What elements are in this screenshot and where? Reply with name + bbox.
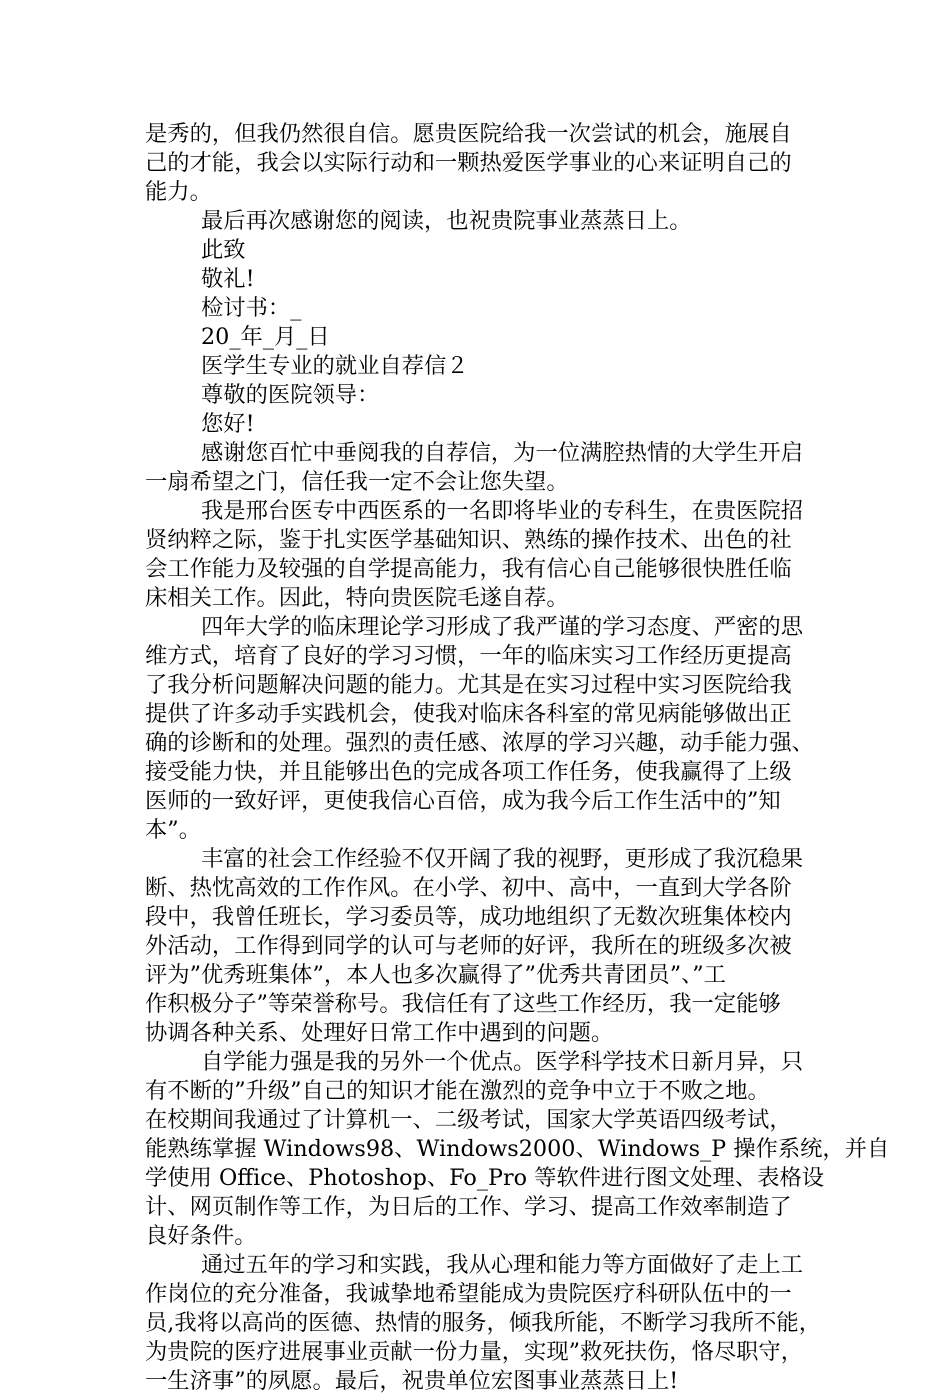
text-line: 一生济事”的夙愿。最后，祝贵单位宏图事业蒸蒸日上!	[145, 1368, 679, 1394]
text-line: 医师的一致好评，更使我信心百倍，成为我今后工作生活中的”知	[145, 788, 781, 814]
text-line: 最后再次感谢您的阅读，也祝贵院事业蒸蒸日上。	[201, 208, 692, 234]
text-line: 维方式，培育了良好的学习习惯，一年的临床实习工作经历更提高	[145, 643, 792, 669]
text-line: 医学生专业的就业自荐信２	[201, 353, 469, 379]
text-line: 作积极分子”等荣誉称号。我信任有了这些工作经历，我一定能够	[145, 991, 781, 1017]
text-line: 评为”优秀班集体”，本人也多次赢得了”优秀共青团员”、”工	[145, 962, 726, 988]
text-line: 自学能力强是我的另外一个优点。医学科学技术日新月异，只	[201, 1049, 804, 1075]
text-line: 四年大学的临床理论学习形成了我严谨的学习态度、严密的思	[201, 614, 804, 640]
text-line: 良好条件。	[145, 1223, 257, 1249]
text-line: 能力。	[145, 179, 212, 205]
text-line: 丰富的社会工作经验不仅开阔了我的视野，更形成了我沉稳果	[201, 846, 804, 872]
text-line: 段中，我曾任班长，学习委员等，成功地组织了无数次班集体校内	[145, 904, 792, 930]
text-line: 为贵院的医疗进展事业贡献一份力量，实现”救死扶伤，恪尽职守，	[145, 1339, 804, 1365]
text-line: 确的诊断和的处理。强烈的责任感、浓厚的学习兴趣，动手能力强、	[145, 730, 814, 756]
text-line: 己的才能，我会以实际行动和一颗热爱医学事业的心来证明自己的	[145, 150, 792, 176]
text-line: 一扇希望之门，信任我一定不会让您失望。	[145, 469, 569, 495]
text-line: 接受能力快，并且能够出色的完成各项工作任务，使我赢得了上级	[145, 759, 792, 785]
text-line: 敬礼!	[201, 266, 255, 292]
text-line: 感谢您百忙中垂阅我的自荐信，为一位满腔热情的大学生开启	[201, 440, 804, 466]
text-line: 尊敬的医院领导：	[201, 382, 380, 408]
text-line: 您好!	[201, 411, 255, 437]
text-line: 本”。	[145, 817, 201, 843]
text-line: 通过五年的学习和实践，我从心理和能力等方面做好了走上工	[201, 1252, 804, 1278]
text-line: 我是邢台医专中西医系的一名即将毕业的专科生，在贵医院招	[201, 498, 804, 524]
text-line: 断、热忱高效的工作作风。在小学、初中、高中，一直到大学各阶	[145, 875, 792, 901]
text-line: 在校期间我通过了计算机一、二级考试，国家大学英语四级考试，	[145, 1107, 792, 1133]
text-line: 会工作能力及较强的自学提高能力，我有信心自己能够很快胜任临	[145, 556, 792, 582]
text-line: 了我分析问题解决问题的能力。尤其是在实习过程中实习医院给我	[145, 672, 792, 698]
text-line: 作岗位的充分准备，我诚挚地希望能成为贵院医疗科研队伍中的一	[145, 1281, 792, 1307]
text-line: 贤纳粹之际，鉴于扎实医学基础知识、熟练的操作技术、出色的社	[145, 527, 792, 553]
text-line: 检讨书：_	[201, 295, 302, 321]
text-line: 20_年_月_日	[201, 324, 330, 350]
text-line: 协调各种关系、处理好日常工作中遇到的问题。	[145, 1020, 614, 1046]
text-line: 床相关工作。因此，特向贵医院毛遂自荐。	[145, 585, 569, 611]
text-line: 员,我将以高尚的医德、热情的服务，倾我所能，不断学习我所不能，	[145, 1310, 821, 1336]
text-line: 外活动，工作得到同学的认可与老师的好评，我所在的班级多次被	[145, 933, 792, 959]
text-line: 有不断的”升级”自己的知识才能在激烈的竞争中立于不败之地。	[145, 1078, 770, 1104]
text-line: 是秀的，但我仍然很自信。愿贵医院给我一次尝试的机会，施展自	[145, 121, 792, 147]
text-line: 提供了许多动手实践机会，使我对临床各科室的常见病能够做出正	[145, 701, 792, 727]
text-line: 学使用 Office、Photoshop、Fo_Pro 等软件进行图文处理、表格设	[145, 1165, 825, 1191]
text-line: 计、网页制作等工作，为日后的工作、学习、提高工作效率制造了	[145, 1194, 792, 1220]
text-line: 能熟练掌握 Windows98、Windows2000、Windows_P 操作系统，并自	[145, 1136, 890, 1162]
document-body	[145, 120, 890, 1396]
text-line: 此致	[201, 237, 246, 263]
